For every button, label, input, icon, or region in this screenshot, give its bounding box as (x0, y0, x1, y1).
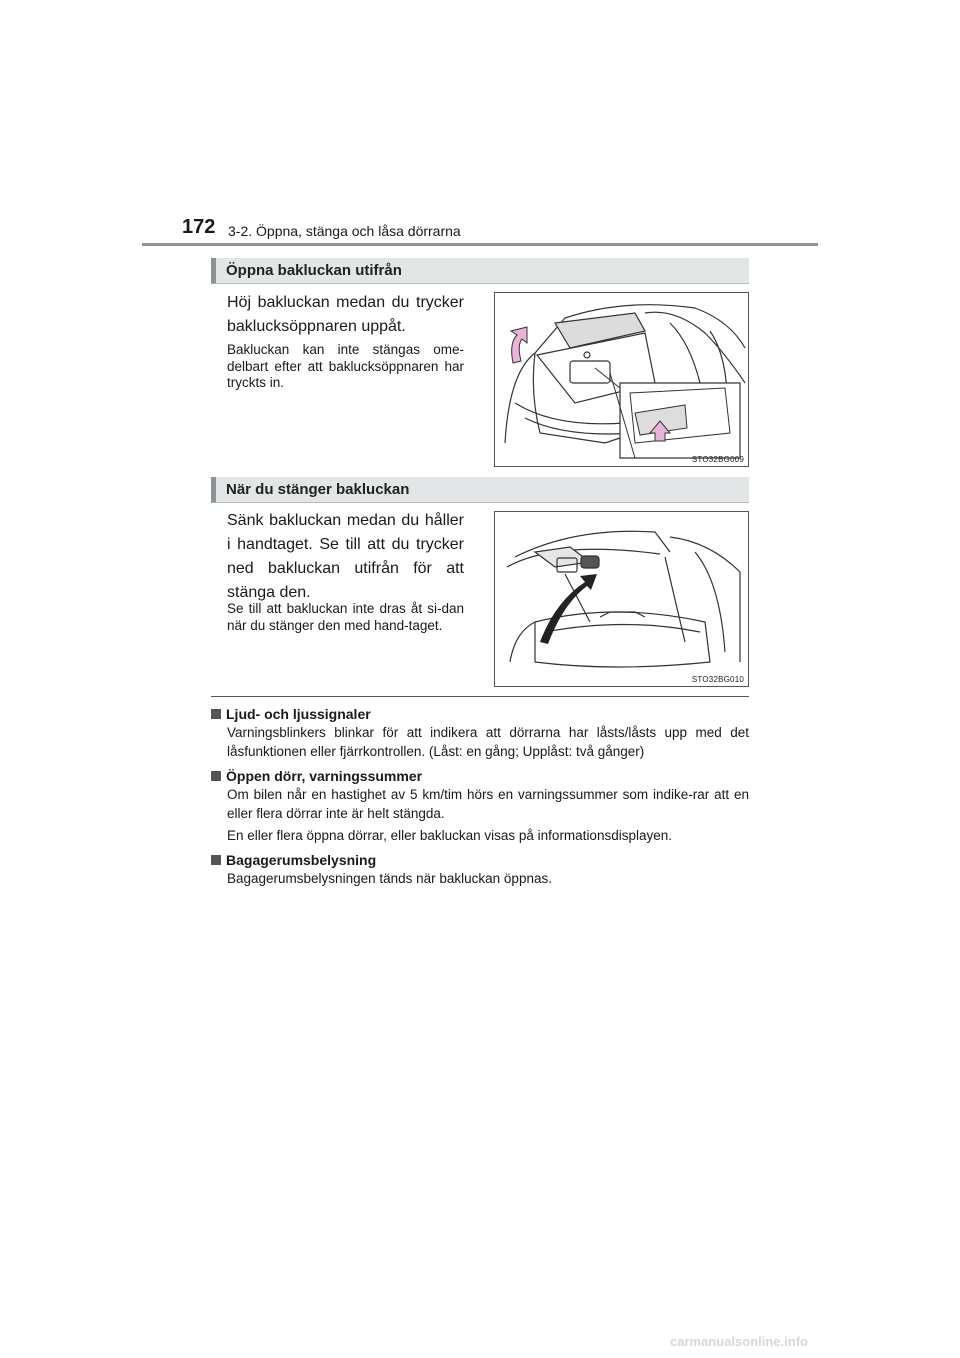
notes-divider (211, 696, 749, 697)
note-title: Bagagerumsbelysning (226, 852, 377, 868)
section-close-body: Sänk bakluckan medan du håller i handtaget. Se till att du trycker ned bakluckan utifrån för att stänga den. (227, 512, 464, 601)
trunk-close-illustration (495, 512, 748, 686)
section-heading-close (211, 477, 749, 503)
watermark: carmanualsonline.info (670, 1334, 808, 1349)
note-paragraph: Om bilen når en hastighet av 5 km/tim hörs en varningssummer som indike-rar att en eller flera dörrar inte är helt stängda. (227, 787, 749, 821)
note-paragraph: En eller flera öppna dörrar, eller bakluckan visas på informationsdisplayen. (227, 828, 672, 843)
note-paragraph: Varningsblinkers blinkar för att indikera att dörrarna har låsts/låsts upp med det låsfunktionen eller fjärrkontrollen. (Låst: en gång; Upplåst: två gånger) (227, 725, 749, 759)
square-bullet-icon (211, 855, 221, 865)
note-title: Öppen dörr, varningssummer (226, 768, 423, 784)
figure-code: STO32BG009 (691, 455, 744, 464)
note-trunk-light (211, 851, 749, 893)
section-open-body: Höj bakluckan medan du trycker baklucksöppnaren uppåt. (227, 294, 464, 335)
figure-code: STO32BG010 (691, 675, 744, 684)
note-signals (211, 705, 749, 765)
section-heading-close-text: När du stänger bakluckan (226, 481, 410, 498)
pull-down-arrow-icon (540, 574, 597, 644)
section-heading-open (211, 258, 749, 284)
note-buzzer (211, 767, 749, 850)
note-title: Ljud- och ljussignaler (226, 706, 371, 722)
section-close-note: Se till att bakluckan inte dras åt si-dan när du stänger den med hand-taget. (227, 601, 464, 633)
section-heading-open-text: Öppna bakluckan utifrån (226, 262, 402, 279)
up-arrow-icon (511, 327, 527, 363)
note-paragraph: Bagagerumsbelysningen tänds när bakluckan öppnas. (227, 871, 552, 886)
header-rule (142, 243, 818, 246)
square-bullet-icon (211, 771, 221, 781)
section-open-note: Bakluckan kan inte stängas ome-delbart efter att baklucksöppnaren har tryckts in. (227, 342, 464, 390)
page-number: 172 (182, 216, 216, 238)
figure-close-trunk (494, 511, 749, 687)
figure-open-trunk (494, 292, 749, 467)
chapter-title: 3-2. Öppna, stänga och låsa dörrarna (228, 223, 461, 239)
trunk-open-illustration (495, 293, 748, 466)
square-bullet-icon (211, 709, 221, 719)
